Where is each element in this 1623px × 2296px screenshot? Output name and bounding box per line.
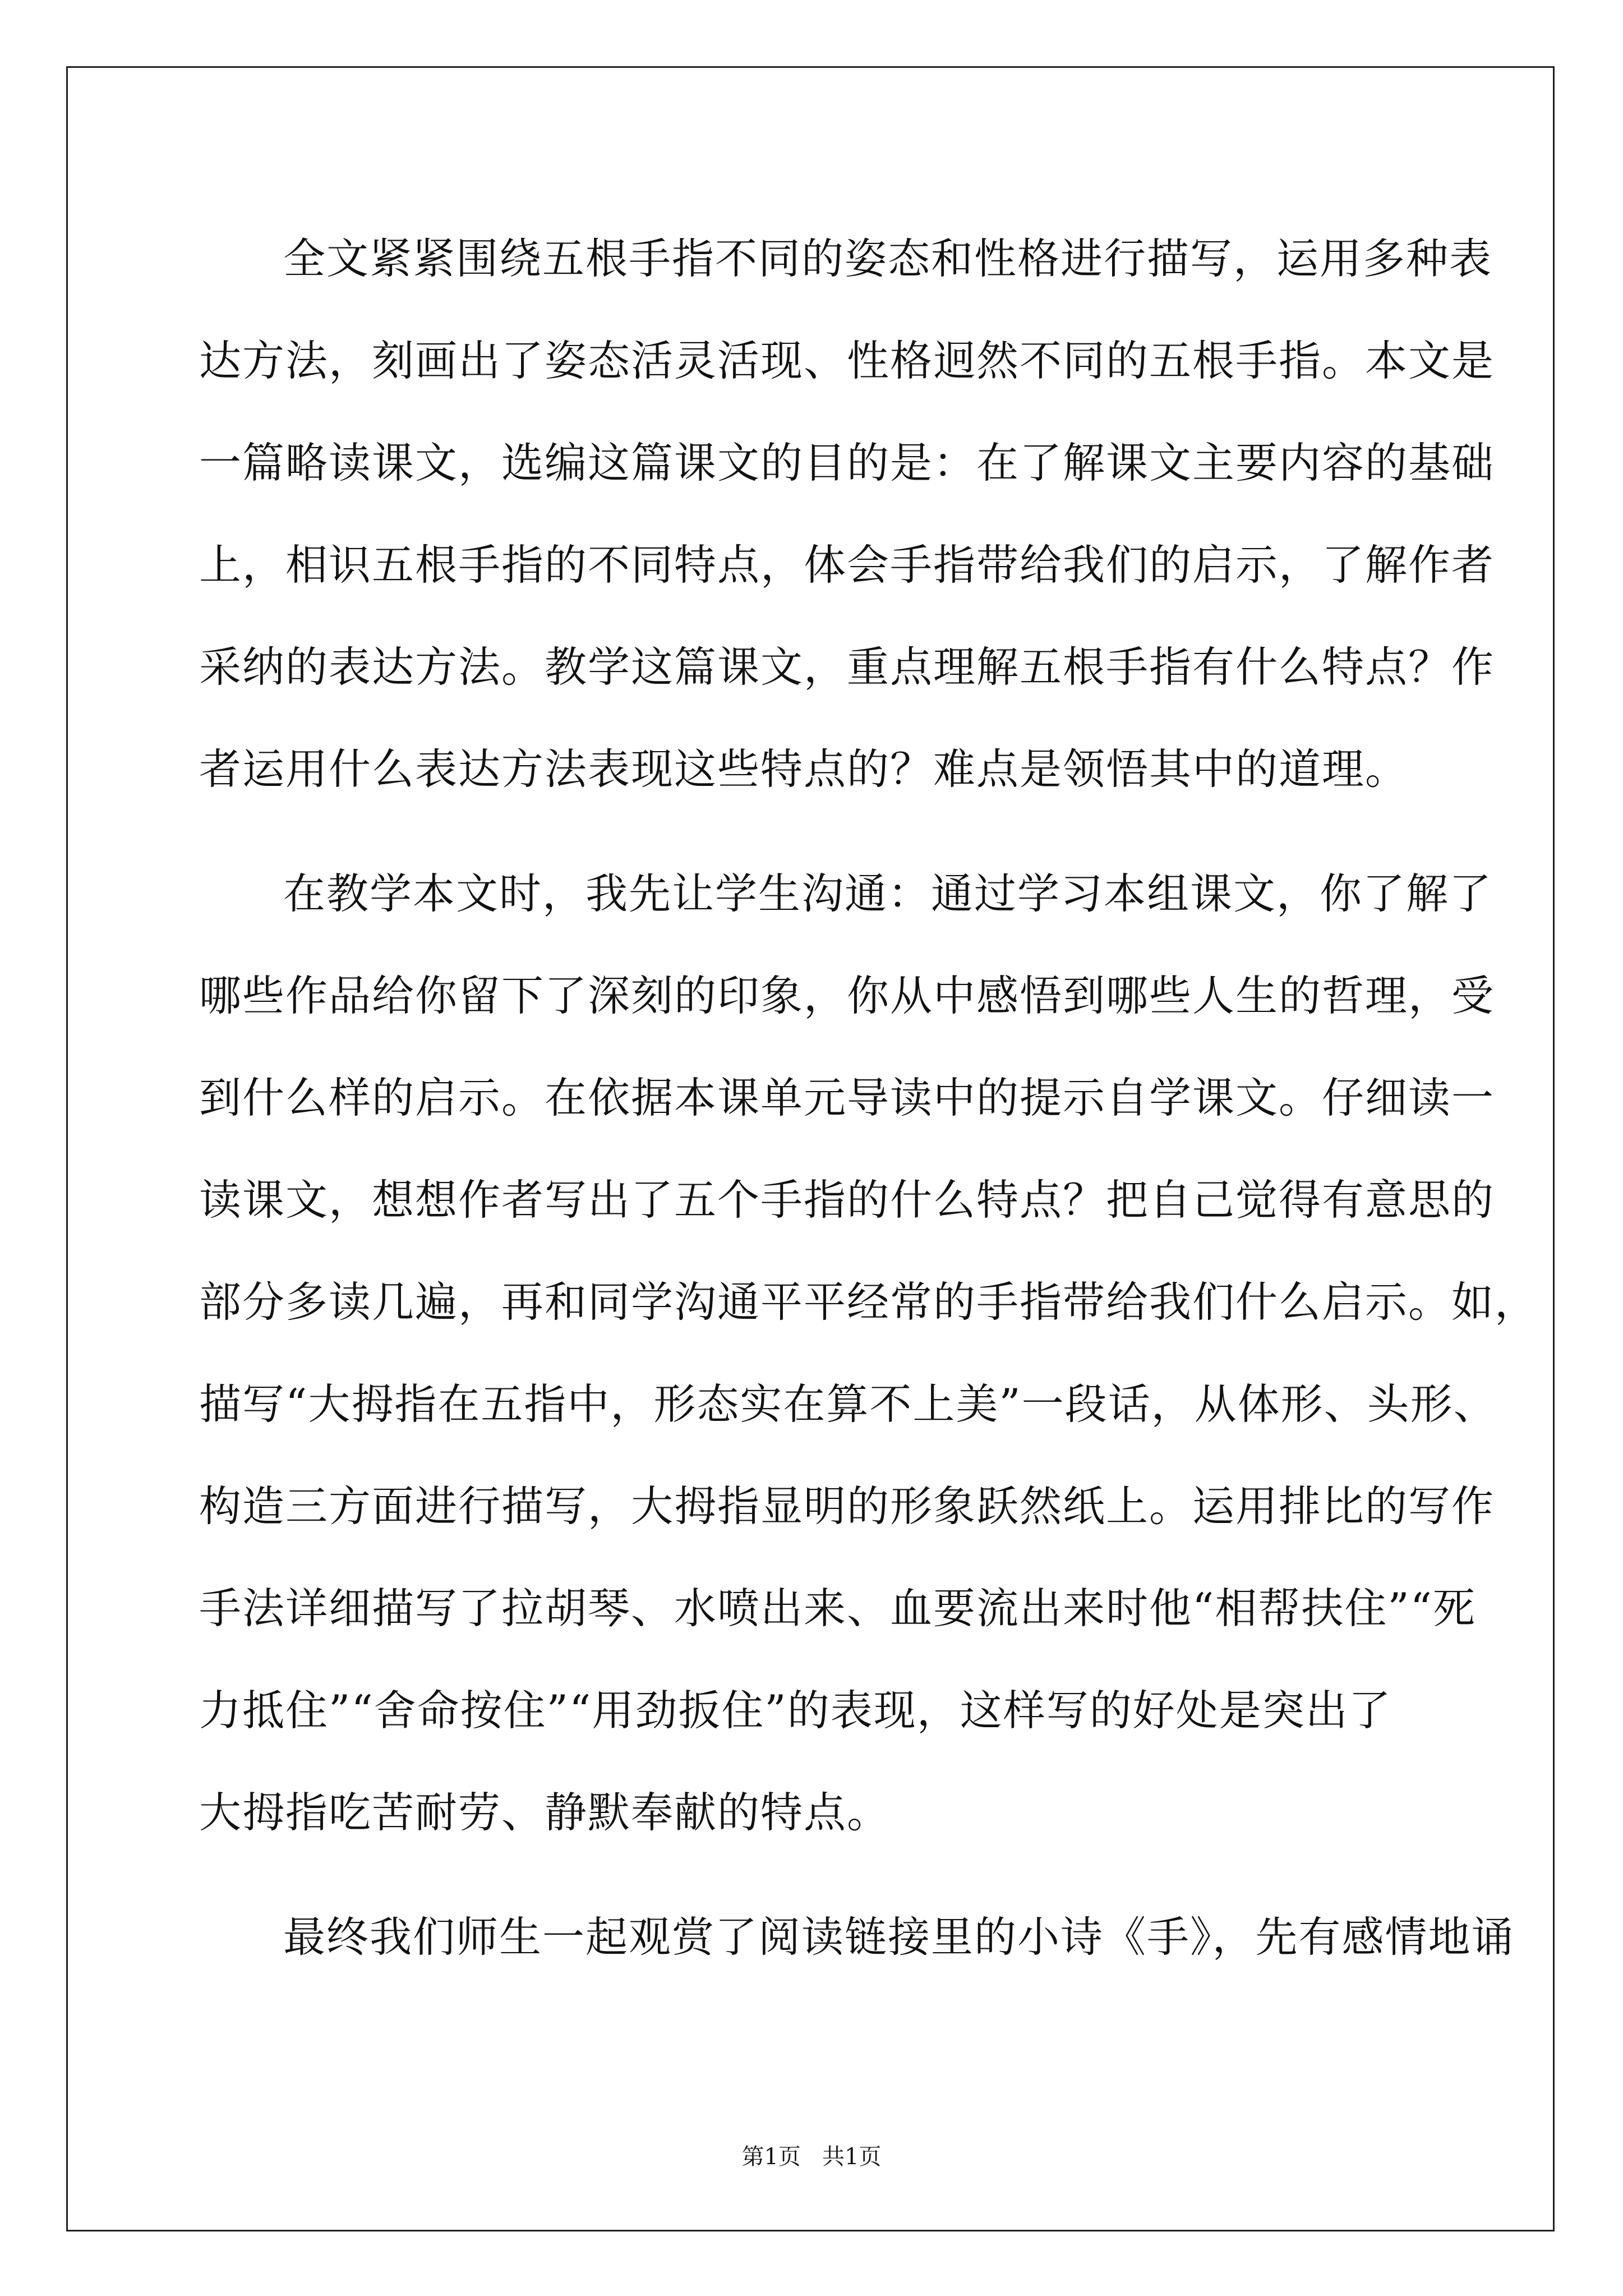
- paragraph-line: 大拇指吃苦耐劳、静默奉献的特点。: [199, 1788, 891, 1837]
- document-body: [199, 208, 1538, 1988]
- paragraph-line: 一篇略读课文，选编这篇课文的目的是：在了解课文主要内容的基础: [199, 438, 1495, 487]
- paragraph-line: 手法详细描写了拉胡琴、水喷出来、血要流出来时他“相帮扶住”“死: [199, 1584, 1477, 1633]
- paragraph-1: [199, 208, 1495, 820]
- page-footer: 第1页 共1页: [741, 2144, 882, 2170]
- paragraph-line: 部分多读几遍，再和同学沟通平平经常的手指带给我们什么启示。如，: [199, 1277, 1538, 1327]
- paragraph-line: 描写“大拇指在五指中，形态实在算不上美”一段话，从体形、头形、: [199, 1379, 1497, 1429]
- paragraph-line: 最终我们师生一起观赏了阅读链接里的小诗《手》，先有感情地诵: [283, 1912, 1515, 1962]
- paragraph-line: 哪些作品给你留下了深刻的印象，你从中感悟到哪些人生的哲理，受: [199, 971, 1495, 1020]
- paragraph-line: 上，相识五根手指的不同特点，体会手指带给我们的启示，了解作者: [199, 540, 1495, 590]
- paragraph-line: 全文紧紧围绕五根手指不同的姿态和性格进行描写，运用多种表: [283, 234, 1493, 283]
- paragraph-line: 到什么样的启示。在依据本课单元导读中的提示自学课文。仔细读一: [199, 1073, 1495, 1122]
- paragraph-line: 力抵住”“舍命按住”“用劲扳住”的表现，这样写的好处是突出了: [199, 1686, 1392, 1735]
- paragraph-spacer: [199, 820, 1438, 843]
- paragraph-line: 构造三方面进行描写，大拇指显明的形象跃然纸上。运用排比的写作: [199, 1481, 1495, 1531]
- paragraph-line: 者运用什么表达方法表现这些特点的？难点是领悟其中的道理。: [199, 744, 1409, 794]
- paragraph-line: 在教学本文时，我先让学生沟通：通过学习本组课文，你了解了: [283, 869, 1493, 918]
- paragraph-spacer: [199, 1864, 1438, 1886]
- paragraph-line: 采纳的表达方法。教学这篇课文，重点理解五根手指有什么特点？作: [199, 642, 1495, 692]
- paragraph-3: [199, 1886, 1515, 1988]
- paragraph-line: 达方法，刻画出了姿态活灵活现、性格迥然不同的五根手指。本文是: [199, 336, 1495, 385]
- paragraph-line: 读课文，想想作者写出了五个手指的什么特点？把自己觉得有意思的: [199, 1175, 1495, 1225]
- paragraph-2: [199, 843, 1538, 1864]
